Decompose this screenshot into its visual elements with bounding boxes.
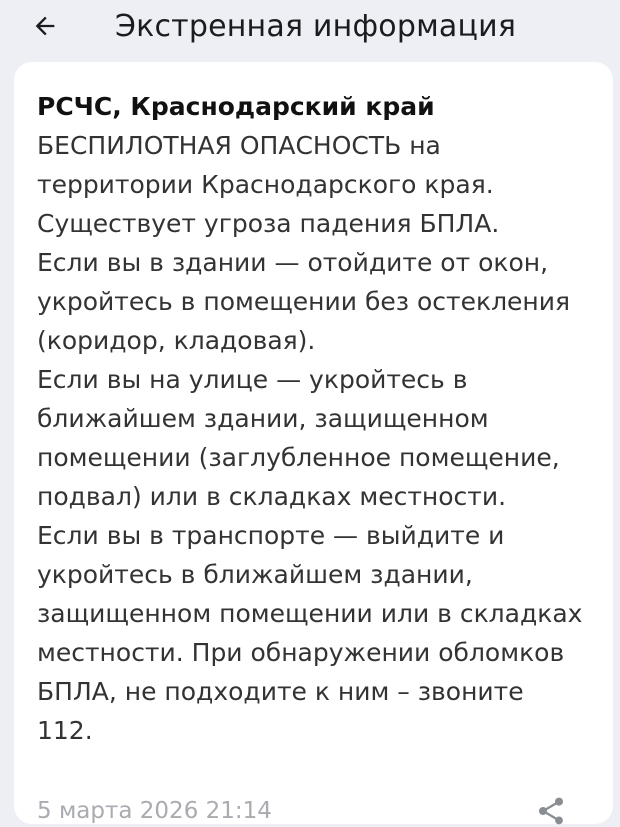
page-title: Экстренная информация — [115, 8, 517, 44]
back-button[interactable] — [31, 12, 59, 40]
alert-card — [14, 62, 613, 824]
alert-paragraph: Если вы на улице — укройтесь в ближайшем здании, защищенном помещении (заглубленное помещение, подвал) или в складках местности. — [37, 365, 560, 511]
alert-timestamp: 5 марта 2026 21:14 — [37, 798, 272, 824]
alert-paragraph: Если вы в здании — отойдите от окон, укройтесь в помещении без остекления (коридор, кладовая). — [37, 248, 571, 355]
alert-sender: РСЧС, Краснодарский край — [37, 92, 435, 121]
arrow-left-icon — [31, 12, 59, 40]
alert-paragraph: Если вы в транспорте — выйдите и укройтесь в ближайшем здании, защищенном помещении или в складках местности. При обнаружении обломков БПЛА, не подходите к ним – звоните 112. — [37, 521, 583, 745]
app-header — [0, 0, 620, 50]
alert-paragraph: БЕСПИЛОТНАЯ ОПАСНОСТЬ на территории Краснодарского края. Существует угроза падения БПЛА. — [37, 131, 500, 238]
